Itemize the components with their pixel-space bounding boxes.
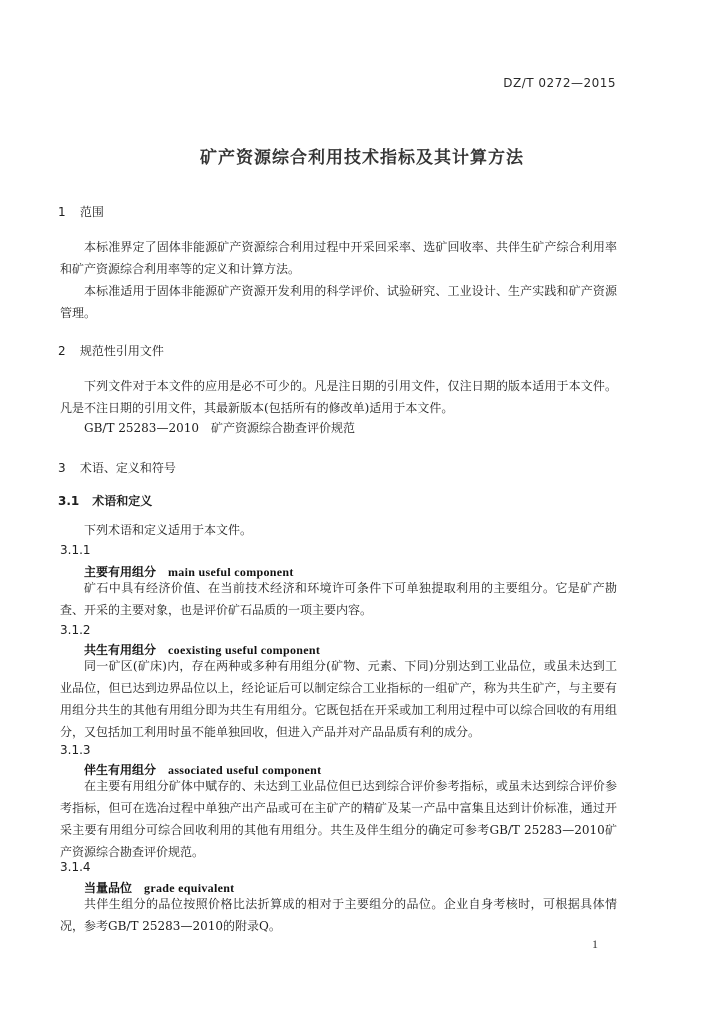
normative-reference: GB/T 25283—2010 矿产资源综合勘查评价规范 [84, 421, 355, 435]
document-title: 矿产资源综合利用技术指标及其计算方法 [200, 148, 524, 168]
subsection-3-1-heading [58, 492, 152, 509]
term-definition: 共伴生组分的品位按照价格比法折算成的相对于主要组分的品位。企业自身考核时，可根据具体情况，参考GB/T 25283—2010的附录Q。 [60, 897, 617, 933]
section-2-paragraph: 下列文件对于本文件的应用是必不可少的。凡是注日期的引用文件，仅注日期的版本适用于本文件。凡是不注日期的引用文件，其最新版本(包括所有的修改单)适用于本文件。 [60, 379, 617, 415]
section-title: 规范性引用文件 [79, 344, 164, 358]
term-definition: 在主要有用组分矿体中赋存的、未达到工业品位但已达到综合评价参考指标，或虽未达到综合评价参考指标，但可在选冶过程中单独产出产品或可在主矿产的精矿及某一产品中富集且达到计价标准，通过开采主要有用组分可综合回收利用的其他有用组分。共生及伴生组分的确定可参考GB/T 25283—2010矿产资源综合勘查评价规范。 [60, 779, 617, 859]
term-number: 3.1.2 [60, 623, 91, 637]
section-number: 1 [58, 205, 66, 219]
term-number: 3.1.1 [60, 543, 91, 557]
subsection-intro: 下列术语和定义适用于本文件。 [84, 523, 253, 537]
term-english: coexisting useful component [168, 643, 321, 657]
subsection-title: 术语和定义 [92, 494, 153, 508]
term-number: 3.1.3 [60, 743, 91, 757]
term-english: associated useful component [168, 763, 322, 777]
term-chinese: 伴生有用组分 [84, 763, 157, 777]
section-title: 术语、定义和符号 [79, 461, 176, 475]
section-3-heading [58, 459, 176, 476]
section-1-paragraph-2: 本标准适用于固体非能源矿产资源开发利用的科学评价、试验研究、工业设计、生产实践和矿产资源管理。 [60, 284, 617, 320]
term-definition: 矿石中具有经济价值、在当前技术经济和环境许可条件下可单独提取利用的主要组分。它是矿产勘查、开采的主要对象，也是评价矿石品质的一项主要内容。 [60, 581, 617, 617]
subsection-number: 3.1 [58, 494, 80, 508]
section-1-paragraph-1: 本标准界定了固体非能源矿产资源综合利用过程中开采回采率、选矿回收率、共伴生矿产综合利用率和矿产资源综合利用率等的定义和计算方法。 [60, 240, 617, 276]
term-definition: 同一矿区(矿床)内，存在两种或多种有用组分(矿物、元素、下同)分别达到工业品位，或虽未达到工业品位，但已达到边界品位以上，经论证后可以制定综合工业指标的一组矿产，称为共生矿产，与主要有用组分共生的其他有用组分即为共生有用组分。它既包括在开采或加工利用过程中可以综合回收的有用组分，又包括加工利用时虽不能单独回收，但进入产品并对产品品质有利的成分。 [60, 659, 617, 739]
section-number: 2 [58, 344, 66, 358]
term-english: grade equivalent [144, 881, 235, 895]
term-chinese: 当量品位 [84, 881, 133, 895]
section-number: 3 [58, 461, 66, 475]
term-number: 3.1.4 [60, 860, 91, 874]
page-number: 1 [592, 937, 598, 951]
section-title: 范围 [79, 205, 104, 219]
term-english: main useful component [168, 565, 294, 579]
term-chinese: 共生有用组分 [84, 643, 157, 657]
section-1-heading [58, 203, 104, 220]
term-chinese: 主要有用组分 [84, 565, 157, 579]
standard-code: DZ/T 0272—2015 [503, 76, 616, 90]
section-2-heading [58, 342, 164, 359]
